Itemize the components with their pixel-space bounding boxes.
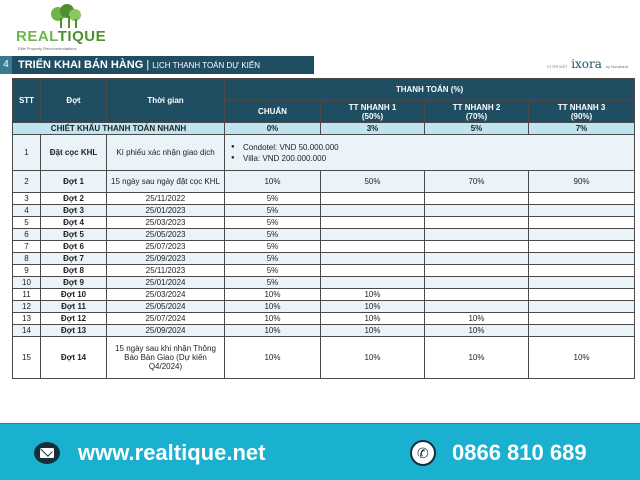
cell-chuan: 5% <box>225 253 321 265</box>
deposit-amounts <box>225 135 635 171</box>
cell-tt2 <box>425 229 529 241</box>
section-subtitle: LỊCH THANH TOÁN DỰ KIẾN <box>152 61 261 70</box>
cell-tt1 <box>321 193 425 205</box>
cell-tt3 <box>529 325 635 337</box>
discount-label: CHIẾT KHẤU THANH TOÁN NHANH <box>13 123 225 135</box>
cell-tt3 <box>529 301 635 313</box>
cell-stt: 15 <box>13 337 41 379</box>
cell-tt1: 10% <box>321 301 425 313</box>
cell-dot: Đợt 1 <box>41 171 107 193</box>
cell-tt2 <box>425 265 529 277</box>
cell-tt1 <box>321 253 425 265</box>
cell-dot: Đợt 5 <box>41 229 107 241</box>
schedule-row <box>13 325 635 337</box>
cell-chuan: 10% <box>225 301 321 313</box>
cell-stt: 12 <box>13 301 41 313</box>
cell-time: 25/11/2022 <box>107 193 225 205</box>
footer-bar <box>0 424 640 480</box>
cell-stt: 3 <box>13 193 41 205</box>
cell-tt3 <box>529 205 635 217</box>
cell-tt2: 70% <box>425 171 529 193</box>
schedule-row <box>13 241 635 253</box>
deposit-dot: Đặt cọc KHL <box>41 135 107 171</box>
cell-chuan: 10% <box>225 171 321 193</box>
website-link[interactable]: www.realtique.net <box>78 440 266 465</box>
cell-stt: 6 <box>13 229 41 241</box>
cell-chuan: 5% <box>225 193 321 205</box>
cell-tt3 <box>529 229 635 241</box>
cell-dot: Đợt 7 <box>41 253 107 265</box>
cell-tt3 <box>529 217 635 229</box>
header-time: Thời gian <box>107 79 225 123</box>
schedule-row <box>13 205 635 217</box>
section-header <box>0 56 314 74</box>
cell-tt2 <box>425 217 529 229</box>
schedule-row <box>13 217 635 229</box>
cell-dot: Đợt 14 <box>41 337 107 379</box>
section-number: 4 <box>0 56 12 74</box>
cell-dot: Đợt 2 <box>41 193 107 205</box>
cell-chuan: 10% <box>225 337 321 379</box>
discount-tt3: 7% <box>529 123 635 135</box>
header-stt: STT <box>13 79 41 123</box>
cell-tt2 <box>425 193 529 205</box>
cell-time: 25/09/2024 <box>107 325 225 337</box>
tree-logo-icon <box>48 4 84 30</box>
email-icon <box>34 442 60 464</box>
cell-tt1: 10% <box>321 289 425 301</box>
logo-tagline: Elite Property Recommendations <box>18 46 77 51</box>
cell-tt2 <box>425 289 529 301</box>
cell-stt: 10 <box>13 277 41 289</box>
cell-tt1 <box>321 265 425 277</box>
schedule-row <box>13 337 635 379</box>
cell-time: 25/05/2024 <box>107 301 225 313</box>
cell-tt3 <box>529 289 635 301</box>
schedule-row <box>13 301 635 313</box>
cell-tt3 <box>529 241 635 253</box>
cell-chuan: 5% <box>225 265 321 277</box>
phone-number[interactable]: 0866 810 689 <box>452 440 587 465</box>
schedule-row <box>13 193 635 205</box>
cell-stt: 5 <box>13 217 41 229</box>
schedule-row <box>13 289 635 301</box>
schedule-row <box>13 313 635 325</box>
cell-dot: Đợt 10 <box>41 289 107 301</box>
deposit-time: Kí phiếu xác nhận giao dịch <box>107 135 225 171</box>
deposit-row <box>13 135 635 171</box>
header-tt1: TT NHANH 1 (50%) <box>321 101 425 123</box>
cell-time: 25/09/2023 <box>107 253 225 265</box>
cell-tt1: 10% <box>321 325 425 337</box>
cell-tt3: 10% <box>529 337 635 379</box>
cell-chuan: 5% <box>225 205 321 217</box>
cell-chuan: 10% <box>225 325 321 337</box>
cell-tt2 <box>425 253 529 265</box>
payment-schedule-table <box>12 78 636 379</box>
cell-time: 25/03/2023 <box>107 217 225 229</box>
header-chuan: CHUẨN <box>225 101 321 123</box>
cell-tt1 <box>321 217 425 229</box>
cell-tt3: 90% <box>529 171 635 193</box>
cell-stt: 13 <box>13 313 41 325</box>
cell-tt1 <box>321 277 425 289</box>
header-payment: THANH TOÁN (%) <box>225 79 635 101</box>
cell-stt: 9 <box>13 265 41 277</box>
cell-tt1: 10% <box>321 337 425 379</box>
cell-tt3 <box>529 253 635 265</box>
cell-chuan: 5% <box>225 277 321 289</box>
deposit-stt: 1 <box>13 135 41 171</box>
cell-tt2 <box>425 205 529 217</box>
cell-dot: Đợt 4 <box>41 217 107 229</box>
cell-time: 15 ngày sau ngày đặt cọc KHL <box>107 171 225 193</box>
schedule-row <box>13 265 635 277</box>
cell-stt: 7 <box>13 241 41 253</box>
cell-time: 15 ngày sau khi nhận Thông Báo Bàn Giao (Dự kiến Q4/2024) <box>107 337 225 379</box>
cell-stt: 14 <box>13 325 41 337</box>
schedule-row <box>13 253 635 265</box>
cell-dot: Đợt 13 <box>41 325 107 337</box>
cell-time: 25/07/2024 <box>107 313 225 325</box>
phone-icon: ✆ <box>410 440 436 466</box>
cell-stt: 2 <box>13 171 41 193</box>
cell-tt1: 10% <box>321 313 425 325</box>
cell-tt1: 50% <box>321 171 425 193</box>
cell-dot: Đợt 6 <box>41 241 107 253</box>
cell-tt1 <box>321 229 425 241</box>
cell-tt2: 10% <box>425 337 529 379</box>
cell-chuan: 10% <box>225 313 321 325</box>
schedule-row <box>13 171 635 193</box>
cell-time: 25/11/2023 <box>107 265 225 277</box>
cell-dot: Đợt 11 <box>41 301 107 313</box>
header-dot: Đợt <box>41 79 107 123</box>
cell-dot: Đợt 3 <box>41 205 107 217</box>
cell-time: 25/03/2024 <box>107 289 225 301</box>
discount-chuan: 0% <box>225 123 321 135</box>
cell-tt2 <box>425 277 529 289</box>
cell-stt: 4 <box>13 205 41 217</box>
cell-tt3 <box>529 277 635 289</box>
cell-tt2 <box>425 301 529 313</box>
cell-tt1 <box>321 241 425 253</box>
cell-time: 25/01/2023 <box>107 205 225 217</box>
cell-time: 25/07/2023 <box>107 241 225 253</box>
cell-dot: Đợt 12 <box>41 313 107 325</box>
cell-tt3 <box>529 265 635 277</box>
cell-tt3 <box>529 313 635 325</box>
cell-tt2 <box>425 241 529 253</box>
cell-tt2: 10% <box>425 325 529 337</box>
cell-stt: 8 <box>13 253 41 265</box>
header-tt3: TT NHANH 3 (90%) <box>529 101 635 123</box>
cell-time: 25/01/2024 <box>107 277 225 289</box>
header-tt2: TT NHANH 2 (70%) <box>425 101 529 123</box>
section-title: TRIỂN KHAI BÁN HÀNG | LỊCH THANH TOÁN DỰ KIẾN <box>18 59 261 71</box>
cell-dot: Đợt 9 <box>41 277 107 289</box>
cell-tt1 <box>321 205 425 217</box>
logo-wordmark: REALTIQUE <box>16 28 107 45</box>
realtique-logo <box>12 4 122 52</box>
cell-tt3 <box>529 193 635 205</box>
cell-chuan: 10% <box>225 289 321 301</box>
cell-tt2: 10% <box>425 313 529 325</box>
schedule-row <box>13 277 635 289</box>
ixora-brand-logo: VỊ TRÍ ĐẤT ixora by Novaland <box>546 57 628 71</box>
cell-chuan: 5% <box>225 241 321 253</box>
cell-stt: 11 <box>13 289 41 301</box>
cell-chuan: 5% <box>225 217 321 229</box>
cell-time: 25/05/2023 <box>107 229 225 241</box>
cell-dot: Đợt 8 <box>41 265 107 277</box>
cell-chuan: 5% <box>225 229 321 241</box>
deposit-bullet-villa: ● Villa: VND 200.000.000 <box>231 154 632 163</box>
discount-tt2: 5% <box>425 123 529 135</box>
schedule-row <box>13 229 635 241</box>
discount-row <box>13 123 635 135</box>
deposit-bullet-condotel: ● Condotel: VND 50.000.000 <box>231 143 632 152</box>
discount-tt1: 3% <box>321 123 425 135</box>
